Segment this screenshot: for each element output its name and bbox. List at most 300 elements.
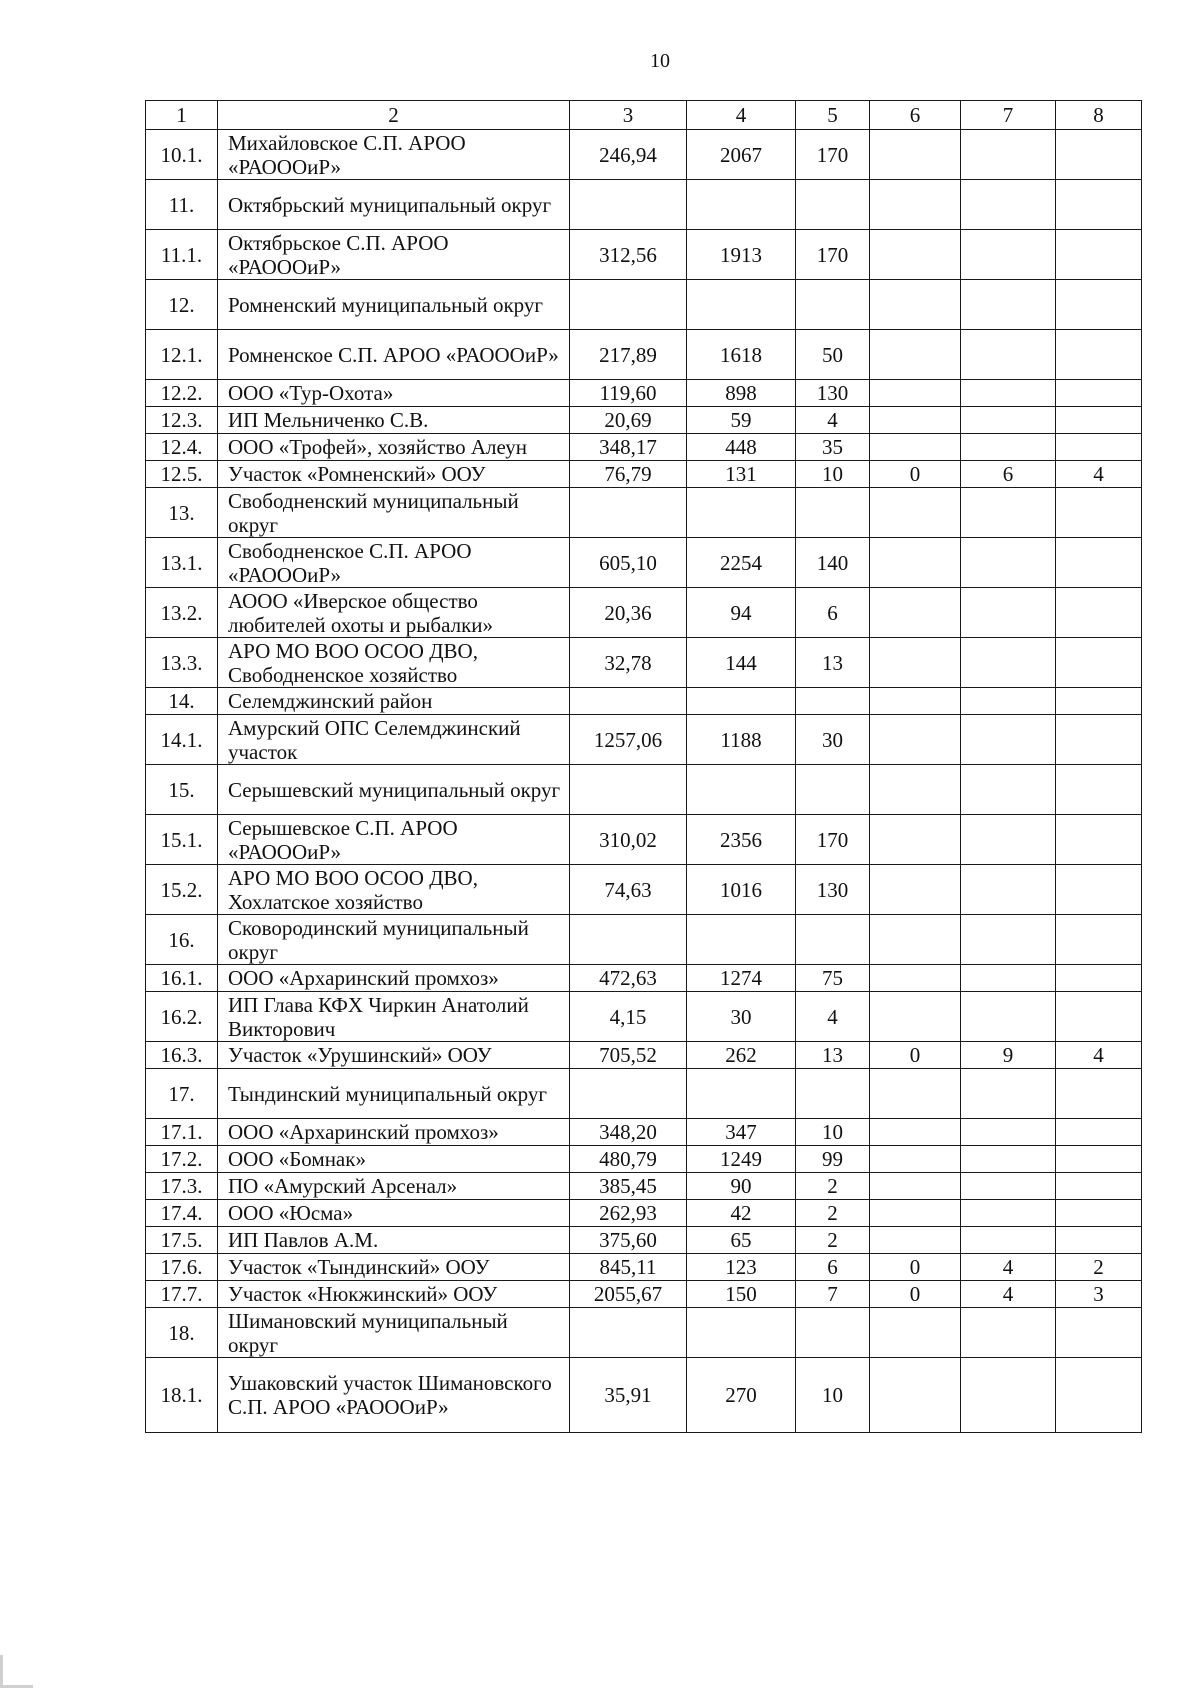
col4-cell: 65 bbox=[687, 1227, 796, 1254]
table-row bbox=[146, 1227, 1142, 1254]
col6-cell: 0 bbox=[870, 1281, 961, 1308]
col6-cell bbox=[870, 1358, 961, 1433]
col3-cell bbox=[570, 1308, 687, 1358]
name-cell: ООО «Архаринский промхоз» bbox=[218, 1119, 570, 1146]
col5-cell bbox=[796, 488, 870, 538]
col3-cell bbox=[570, 765, 687, 815]
table-row bbox=[146, 588, 1142, 638]
table-row bbox=[146, 1281, 1142, 1308]
table-row bbox=[146, 1146, 1142, 1173]
col6-cell bbox=[870, 588, 961, 638]
col6-cell bbox=[870, 765, 961, 815]
col7-cell bbox=[961, 865, 1056, 915]
col7-cell bbox=[961, 992, 1056, 1042]
header-cell: 3 bbox=[570, 101, 687, 130]
col4-cell: 2254 bbox=[687, 538, 796, 588]
col8-cell bbox=[1056, 1146, 1142, 1173]
col7-cell: 9 bbox=[961, 1042, 1056, 1069]
row-number-cell: 12.2. bbox=[146, 380, 218, 407]
col7-cell bbox=[961, 688, 1056, 715]
name-cell: ООО «Тур-Охота» bbox=[218, 380, 570, 407]
name-cell: Сковородинский муниципальный округ bbox=[218, 915, 570, 965]
row-number-cell: 12.4. bbox=[146, 434, 218, 461]
col6-cell bbox=[870, 1308, 961, 1358]
row-number-cell: 16.2. bbox=[146, 992, 218, 1042]
col6-cell bbox=[870, 280, 961, 330]
col3-cell: 385,45 bbox=[570, 1173, 687, 1200]
col4-cell bbox=[687, 280, 796, 330]
col5-cell: 170 bbox=[796, 815, 870, 865]
col8-cell bbox=[1056, 965, 1142, 992]
table-row bbox=[146, 180, 1142, 230]
col5-cell: 30 bbox=[796, 715, 870, 765]
col3-cell bbox=[570, 280, 687, 330]
col5-cell bbox=[796, 688, 870, 715]
col3-cell: 348,17 bbox=[570, 434, 687, 461]
col4-cell bbox=[687, 765, 796, 815]
col7-cell bbox=[961, 434, 1056, 461]
col7-cell bbox=[961, 1119, 1056, 1146]
col5-cell: 130 bbox=[796, 865, 870, 915]
col7-cell: 6 bbox=[961, 461, 1056, 488]
col3-cell: 74,63 bbox=[570, 865, 687, 915]
table-row bbox=[146, 965, 1142, 992]
table-row bbox=[146, 380, 1142, 407]
col6-cell: 0 bbox=[870, 1042, 961, 1069]
data-table bbox=[145, 100, 1142, 1433]
col7-cell bbox=[961, 1358, 1056, 1433]
col4-cell bbox=[687, 1308, 796, 1358]
row-number-cell: 13.2. bbox=[146, 588, 218, 638]
name-cell: Серышевский муниципальный округ bbox=[218, 765, 570, 815]
row-number-cell: 10.1. bbox=[146, 130, 218, 180]
col8-cell: 4 bbox=[1056, 1042, 1142, 1069]
table-row bbox=[146, 815, 1142, 865]
col6-cell bbox=[870, 180, 961, 230]
col4-cell: 30 bbox=[687, 992, 796, 1042]
col4-cell: 131 bbox=[687, 461, 796, 488]
col5-cell: 99 bbox=[796, 1146, 870, 1173]
col6-cell bbox=[870, 434, 961, 461]
row-number-cell: 12. bbox=[146, 280, 218, 330]
col4-cell: 1249 bbox=[687, 1146, 796, 1173]
col5-cell bbox=[796, 280, 870, 330]
name-cell: АРО МО ВОО ОСОО ДВО, Свободненское хозяйство bbox=[218, 638, 570, 688]
table-row bbox=[146, 1254, 1142, 1281]
scan-corner-mark bbox=[0, 1655, 33, 1688]
header-cell: 1 bbox=[146, 101, 218, 130]
col5-cell: 50 bbox=[796, 330, 870, 380]
col3-cell bbox=[570, 488, 687, 538]
col4-cell: 144 bbox=[687, 638, 796, 688]
col6-cell bbox=[870, 865, 961, 915]
page-number: 10 bbox=[650, 50, 670, 72]
name-cell: Тындинский муниципальный округ bbox=[218, 1069, 570, 1119]
col5-cell: 13 bbox=[796, 1042, 870, 1069]
col3-cell bbox=[570, 180, 687, 230]
col5-cell: 130 bbox=[796, 380, 870, 407]
col3-cell: 20,36 bbox=[570, 588, 687, 638]
name-cell: Ушаковский участок Шимановского С.П. АРОО «РАОООиР» bbox=[218, 1358, 570, 1433]
col6-cell bbox=[870, 915, 961, 965]
col6-cell bbox=[870, 1173, 961, 1200]
table-row bbox=[146, 488, 1142, 538]
row-number-cell: 13.3. bbox=[146, 638, 218, 688]
col5-cell: 10 bbox=[796, 1119, 870, 1146]
col4-cell: 59 bbox=[687, 407, 796, 434]
col7-cell bbox=[961, 638, 1056, 688]
col5-cell: 7 bbox=[796, 1281, 870, 1308]
col7-cell bbox=[961, 330, 1056, 380]
col7-cell: 4 bbox=[961, 1254, 1056, 1281]
col6-cell bbox=[870, 1119, 961, 1146]
col4-cell: 1913 bbox=[687, 230, 796, 280]
col8-cell bbox=[1056, 434, 1142, 461]
table-row bbox=[146, 1119, 1142, 1146]
col4-cell: 2356 bbox=[687, 815, 796, 865]
row-number-cell: 13. bbox=[146, 488, 218, 538]
col4-cell: 347 bbox=[687, 1119, 796, 1146]
name-cell: Октябрьское С.П. АРОО «РАОООиР» bbox=[218, 230, 570, 280]
col8-cell bbox=[1056, 280, 1142, 330]
col5-cell: 4 bbox=[796, 992, 870, 1042]
col5-cell: 2 bbox=[796, 1227, 870, 1254]
table-row bbox=[146, 638, 1142, 688]
col7-cell bbox=[961, 965, 1056, 992]
col8-cell bbox=[1056, 588, 1142, 638]
col7-cell bbox=[961, 230, 1056, 280]
name-cell: Октябрьский муниципальный округ bbox=[218, 180, 570, 230]
row-number-cell: 15.2. bbox=[146, 865, 218, 915]
name-cell: ООО «Архаринский промхоз» bbox=[218, 965, 570, 992]
table-row bbox=[146, 461, 1142, 488]
col4-cell bbox=[687, 688, 796, 715]
row-number-cell: 11.1. bbox=[146, 230, 218, 280]
col4-cell: 1274 bbox=[687, 965, 796, 992]
name-cell: Ромненское С.П. АРОО «РАОООиР» bbox=[218, 330, 570, 380]
col3-cell bbox=[570, 915, 687, 965]
col8-cell bbox=[1056, 1200, 1142, 1227]
col8-cell: 2 bbox=[1056, 1254, 1142, 1281]
col4-cell: 448 bbox=[687, 434, 796, 461]
table-row bbox=[146, 1308, 1142, 1358]
table-row bbox=[146, 230, 1142, 280]
col3-cell: 32,78 bbox=[570, 638, 687, 688]
name-cell: ПО «Амурский Арсенал» bbox=[218, 1173, 570, 1200]
table-row bbox=[146, 688, 1142, 715]
col8-cell bbox=[1056, 538, 1142, 588]
col7-cell: 4 bbox=[961, 1281, 1056, 1308]
name-cell: Участок «Ромненский» ООУ bbox=[218, 461, 570, 488]
col7-cell bbox=[961, 1227, 1056, 1254]
col6-cell bbox=[870, 1069, 961, 1119]
col6-cell bbox=[870, 330, 961, 380]
col5-cell: 2 bbox=[796, 1200, 870, 1227]
name-cell: ИП Мельниченко С.В. bbox=[218, 407, 570, 434]
col7-cell bbox=[961, 765, 1056, 815]
col8-cell bbox=[1056, 1069, 1142, 1119]
col3-cell: 480,79 bbox=[570, 1146, 687, 1173]
name-cell: Серышевское С.П. АРОО «РАОООиР» bbox=[218, 815, 570, 865]
row-number-cell: 18.1. bbox=[146, 1358, 218, 1433]
col8-cell bbox=[1056, 180, 1142, 230]
col8-cell: 4 bbox=[1056, 461, 1142, 488]
name-cell: АООО «Иверское общество любителей охоты и рыбалки» bbox=[218, 588, 570, 638]
col8-cell bbox=[1056, 1173, 1142, 1200]
col5-cell: 13 bbox=[796, 638, 870, 688]
col8-cell bbox=[1056, 715, 1142, 765]
table-row bbox=[146, 715, 1142, 765]
col7-cell bbox=[961, 1069, 1056, 1119]
col7-cell bbox=[961, 488, 1056, 538]
col8-cell bbox=[1056, 130, 1142, 180]
name-cell: ООО «Бомнак» bbox=[218, 1146, 570, 1173]
col3-cell: 472,63 bbox=[570, 965, 687, 992]
header-cell: 6 bbox=[870, 101, 961, 130]
table-row bbox=[146, 1358, 1142, 1433]
col3-cell bbox=[570, 1069, 687, 1119]
table-row bbox=[146, 538, 1142, 588]
col8-cell bbox=[1056, 380, 1142, 407]
col4-cell bbox=[687, 915, 796, 965]
col6-cell bbox=[870, 407, 961, 434]
col4-cell bbox=[687, 488, 796, 538]
name-cell: Михайловское С.П. АРОО «РАОООиР» bbox=[218, 130, 570, 180]
col7-cell bbox=[961, 180, 1056, 230]
col4-cell: 1016 bbox=[687, 865, 796, 915]
row-number-cell: 16.3. bbox=[146, 1042, 218, 1069]
table-row bbox=[146, 915, 1142, 965]
col7-cell bbox=[961, 815, 1056, 865]
col6-cell bbox=[870, 638, 961, 688]
name-cell: Свободненский муниципальный округ bbox=[218, 488, 570, 538]
col4-cell: 2067 bbox=[687, 130, 796, 180]
col3-cell: 845,11 bbox=[570, 1254, 687, 1281]
col6-cell: 0 bbox=[870, 461, 961, 488]
col5-cell: 75 bbox=[796, 965, 870, 992]
col7-cell bbox=[961, 407, 1056, 434]
table-row bbox=[146, 330, 1142, 380]
name-cell: ООО «Трофей», хозяйство Алеун bbox=[218, 434, 570, 461]
col5-cell: 170 bbox=[796, 130, 870, 180]
col4-cell: 90 bbox=[687, 1173, 796, 1200]
col8-cell bbox=[1056, 638, 1142, 688]
col7-cell bbox=[961, 915, 1056, 965]
col5-cell bbox=[796, 765, 870, 815]
col3-cell: 2055,67 bbox=[570, 1281, 687, 1308]
col8-cell bbox=[1056, 765, 1142, 815]
col6-cell bbox=[870, 1146, 961, 1173]
col4-cell: 1618 bbox=[687, 330, 796, 380]
col4-cell: 270 bbox=[687, 1358, 796, 1433]
header-cell: 7 bbox=[961, 101, 1056, 130]
table-row bbox=[146, 280, 1142, 330]
col3-cell: 262,93 bbox=[570, 1200, 687, 1227]
col6-cell bbox=[870, 380, 961, 407]
col6-cell: 0 bbox=[870, 1254, 961, 1281]
row-number-cell: 11. bbox=[146, 180, 218, 230]
col6-cell bbox=[870, 1227, 961, 1254]
table-row bbox=[146, 992, 1142, 1042]
col8-cell bbox=[1056, 865, 1142, 915]
row-number-cell: 15. bbox=[146, 765, 218, 815]
table-row bbox=[146, 434, 1142, 461]
col7-cell bbox=[961, 380, 1056, 407]
name-cell: ИП Глава КФХ Чиркин Анатолий Викторович bbox=[218, 992, 570, 1042]
row-number-cell: 12.3. bbox=[146, 407, 218, 434]
col5-cell: 2 bbox=[796, 1173, 870, 1200]
col5-cell bbox=[796, 915, 870, 965]
col3-cell bbox=[570, 688, 687, 715]
col4-cell bbox=[687, 180, 796, 230]
col3-cell: 312,56 bbox=[570, 230, 687, 280]
col7-cell bbox=[961, 715, 1056, 765]
col8-cell bbox=[1056, 330, 1142, 380]
col8-cell bbox=[1056, 1358, 1142, 1433]
header-cell: 2 bbox=[218, 101, 570, 130]
col4-cell: 123 bbox=[687, 1254, 796, 1281]
row-number-cell: 12.1. bbox=[146, 330, 218, 380]
row-number-cell: 17.1. bbox=[146, 1119, 218, 1146]
col6-cell bbox=[870, 230, 961, 280]
col4-cell: 94 bbox=[687, 588, 796, 638]
name-cell: Ромненский муниципальный округ bbox=[218, 280, 570, 330]
col4-cell bbox=[687, 1069, 796, 1119]
row-number-cell: 17. bbox=[146, 1069, 218, 1119]
col4-cell: 150 bbox=[687, 1281, 796, 1308]
col7-cell bbox=[961, 1200, 1056, 1227]
name-cell: ИП Павлов А.М. bbox=[218, 1227, 570, 1254]
col5-cell: 10 bbox=[796, 1358, 870, 1433]
col3-cell: 20,69 bbox=[570, 407, 687, 434]
col3-cell: 4,15 bbox=[570, 992, 687, 1042]
col6-cell bbox=[870, 538, 961, 588]
col6-cell bbox=[870, 715, 961, 765]
row-number-cell: 13.1. bbox=[146, 538, 218, 588]
row-number-cell: 14. bbox=[146, 688, 218, 715]
name-cell: Участок «Нюкжинский» ООУ bbox=[218, 1281, 570, 1308]
col8-cell bbox=[1056, 488, 1142, 538]
col5-cell: 6 bbox=[796, 1254, 870, 1281]
col5-cell: 140 bbox=[796, 538, 870, 588]
name-cell: Участок «Урушинский» ООУ bbox=[218, 1042, 570, 1069]
col7-cell bbox=[961, 280, 1056, 330]
name-cell: Селемджинский район bbox=[218, 688, 570, 715]
row-number-cell: 12.5. bbox=[146, 461, 218, 488]
row-number-cell: 16. bbox=[146, 915, 218, 965]
col5-cell: 6 bbox=[796, 588, 870, 638]
table-row bbox=[146, 1042, 1142, 1069]
col8-cell bbox=[1056, 407, 1142, 434]
col8-cell bbox=[1056, 1119, 1142, 1146]
col8-cell bbox=[1056, 915, 1142, 965]
col6-cell bbox=[870, 1200, 961, 1227]
col8-cell bbox=[1056, 230, 1142, 280]
table-row bbox=[146, 865, 1142, 915]
col3-cell: 310,02 bbox=[570, 815, 687, 865]
row-number-cell: 17.7. bbox=[146, 1281, 218, 1308]
col5-cell: 170 bbox=[796, 230, 870, 280]
col7-cell bbox=[961, 130, 1056, 180]
row-number-cell: 15.1. bbox=[146, 815, 218, 865]
col7-cell bbox=[961, 1173, 1056, 1200]
table-row bbox=[146, 407, 1142, 434]
col5-cell: 35 bbox=[796, 434, 870, 461]
col8-cell bbox=[1056, 1308, 1142, 1358]
col8-cell: 3 bbox=[1056, 1281, 1142, 1308]
col8-cell bbox=[1056, 992, 1142, 1042]
col3-cell: 605,10 bbox=[570, 538, 687, 588]
col7-cell bbox=[961, 538, 1056, 588]
table-row bbox=[146, 1173, 1142, 1200]
row-number-cell: 17.6. bbox=[146, 1254, 218, 1281]
col3-cell: 35,91 bbox=[570, 1358, 687, 1433]
col6-cell bbox=[870, 965, 961, 992]
header-cell: 4 bbox=[687, 101, 796, 130]
col6-cell bbox=[870, 130, 961, 180]
col3-cell: 246,94 bbox=[570, 130, 687, 180]
name-cell: Свободненское С.П. АРОО «РАОООиР» bbox=[218, 538, 570, 588]
name-cell: Амурский ОПС Селемджинский участок bbox=[218, 715, 570, 765]
table-header-row bbox=[146, 101, 1142, 130]
row-number-cell: 18. bbox=[146, 1308, 218, 1358]
col4-cell: 42 bbox=[687, 1200, 796, 1227]
table-row bbox=[146, 1069, 1142, 1119]
col3-cell: 705,52 bbox=[570, 1042, 687, 1069]
row-number-cell: 17.3. bbox=[146, 1173, 218, 1200]
name-cell: ООО «Юсма» bbox=[218, 1200, 570, 1227]
col3-cell: 119,60 bbox=[570, 380, 687, 407]
col6-cell bbox=[870, 488, 961, 538]
name-cell: Участок «Тындинский» ООУ bbox=[218, 1254, 570, 1281]
col3-cell: 375,60 bbox=[570, 1227, 687, 1254]
col4-cell: 1188 bbox=[687, 715, 796, 765]
col3-cell: 76,79 bbox=[570, 461, 687, 488]
table-row bbox=[146, 130, 1142, 180]
col4-cell: 898 bbox=[687, 380, 796, 407]
col5-cell bbox=[796, 180, 870, 230]
col5-cell: 4 bbox=[796, 407, 870, 434]
col6-cell bbox=[870, 815, 961, 865]
col5-cell: 10 bbox=[796, 461, 870, 488]
col7-cell bbox=[961, 1308, 1056, 1358]
table-row bbox=[146, 765, 1142, 815]
col7-cell bbox=[961, 1146, 1056, 1173]
col6-cell bbox=[870, 992, 961, 1042]
name-cell: Шимановский муниципальный округ bbox=[218, 1308, 570, 1358]
name-cell: АРО МО ВОО ОСОО ДВО, Хохлатское хозяйство bbox=[218, 865, 570, 915]
col7-cell bbox=[961, 588, 1056, 638]
header-cell: 8 bbox=[1056, 101, 1142, 130]
col4-cell: 262 bbox=[687, 1042, 796, 1069]
row-number-cell: 16.1. bbox=[146, 965, 218, 992]
col8-cell bbox=[1056, 688, 1142, 715]
row-number-cell: 14.1. bbox=[146, 715, 218, 765]
col5-cell bbox=[796, 1308, 870, 1358]
header-cell: 5 bbox=[796, 101, 870, 130]
col8-cell bbox=[1056, 815, 1142, 865]
col8-cell bbox=[1056, 1227, 1142, 1254]
table-row bbox=[146, 1200, 1142, 1227]
col3-cell: 348,20 bbox=[570, 1119, 687, 1146]
col3-cell: 1257,06 bbox=[570, 715, 687, 765]
row-number-cell: 17.5. bbox=[146, 1227, 218, 1254]
col5-cell bbox=[796, 1069, 870, 1119]
col6-cell bbox=[870, 688, 961, 715]
col3-cell: 217,89 bbox=[570, 330, 687, 380]
row-number-cell: 17.2. bbox=[146, 1146, 218, 1173]
row-number-cell: 17.4. bbox=[146, 1200, 218, 1227]
